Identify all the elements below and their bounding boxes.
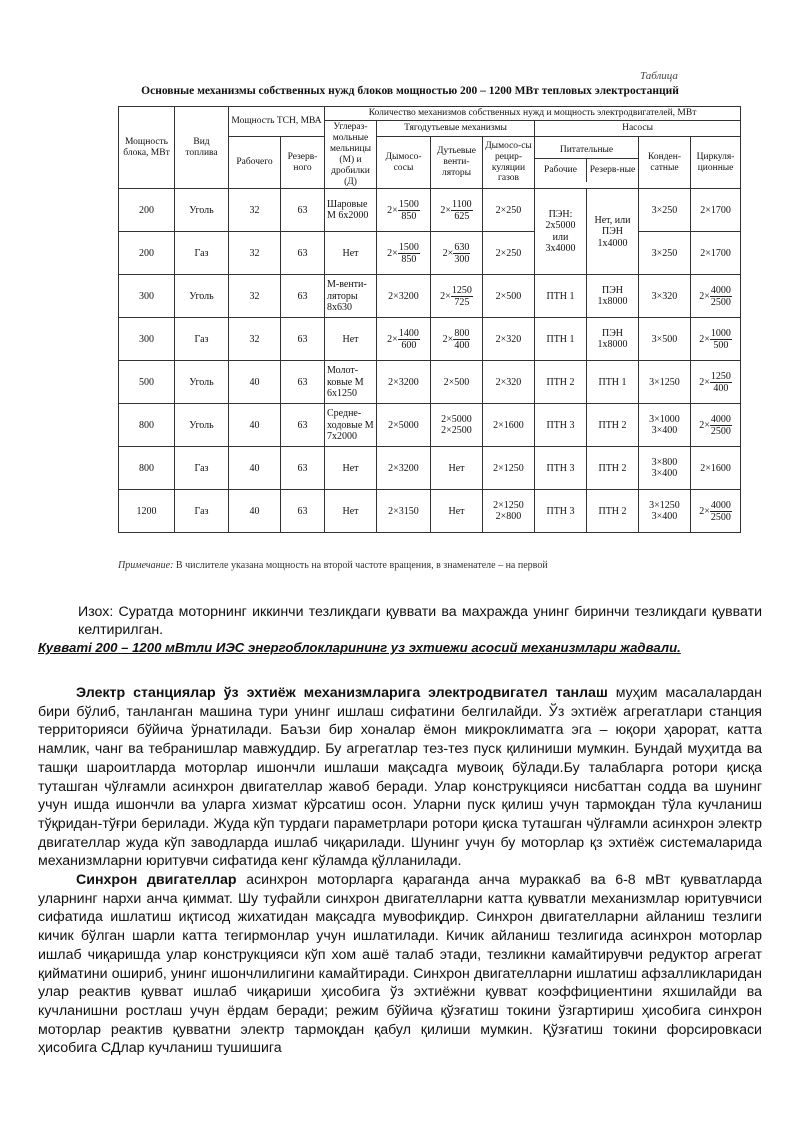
table-row <box>119 275 741 318</box>
cell-mill: Нет <box>325 232 377 275</box>
cell-smoke: 2× $\frac{1500}{850}$ <box>377 232 431 275</box>
cell-circ: 2× $\frac{4000}{2500}$ <box>691 404 741 447</box>
header-feed-reserve: Резерв-ные <box>589 165 636 176</box>
cell-fuel: Уголь <box>175 361 229 404</box>
paragraph-heading: Электр станциялар ўз эхтиёж механизмларига электродвигател танлаш <box>76 685 608 701</box>
cell-fuel: Уголь <box>175 404 229 447</box>
table-note <box>118 560 548 571</box>
cell-cond: 3×500 <box>639 318 691 361</box>
cell-fuel: Уголь <box>175 189 229 232</box>
cell-fuel: Газ <box>175 490 229 533</box>
header-tsn-reserve: Резерв-ного <box>281 136 325 189</box>
paragraph <box>38 871 762 1058</box>
cell-circ: 2× $\frac{1000}{500}$ <box>691 318 741 361</box>
table-row <box>119 490 741 533</box>
header-feed-label: Питательные <box>535 143 638 159</box>
cell-feed-work: ПТН 3 <box>535 404 587 447</box>
cell-tsn-reserve: 63 <box>281 361 325 404</box>
cell-mill: Шаровые М 6х2000 <box>325 189 377 232</box>
cell-feed-reserve: ПТН 2 <box>587 447 639 490</box>
table-row <box>119 404 741 447</box>
cell-fan: 2× $\frac{1250}{725}$ <box>431 275 483 318</box>
cell-power: 500 <box>119 361 175 404</box>
cell-feed-work: ПТН 2 <box>535 361 587 404</box>
cell-recirc: 2×500 <box>483 275 535 318</box>
cell-recirc: 2×250 <box>483 189 535 232</box>
cell-smoke: 2×3200 <box>377 275 431 318</box>
cell-feed-reserve: ПТН 2 <box>587 490 639 533</box>
header-tsn: Мощность ТСН, МВА <box>229 107 325 137</box>
cell-fan: 2×5000 2×2500 <box>431 404 483 447</box>
header-circulation: Циркуля-ционные <box>691 136 741 189</box>
table-title: Основные механизмы собственных нужд блоков мощностью 200 – 1200 МВт тепловых электростанций <box>141 85 679 97</box>
paragraph-heading: Синхрон двигателлар <box>76 872 237 889</box>
cell-power: 200 <box>119 189 175 232</box>
header-fuel: Вид топлива <box>175 107 229 189</box>
table-row <box>119 361 741 404</box>
table-row <box>119 189 741 232</box>
cell-circ: 2×1700 <box>691 232 741 275</box>
cell-tsn-reserve: 63 <box>281 275 325 318</box>
cell-feed-work: ПТН 3 <box>535 490 587 533</box>
table-note-label: Примечание: <box>118 560 174 571</box>
cell-recirc: 2×320 <box>483 318 535 361</box>
cell-feed-reserve: ПЭН 1х8000 <box>587 275 639 318</box>
header-feed-work: Рабочие <box>535 159 587 182</box>
cell-feed-reserve: ПТН 1 <box>587 361 639 404</box>
cell-power: 800 <box>119 447 175 490</box>
cell-feed-work: ПТН 1 <box>535 275 587 318</box>
paragraph-text: асинхрон моторларга қараганда анча мураккаб ва 6-8 мВт қувватларда уларнинг нархи анча қиммат. Шу туфайли синхрон двигателларни катта қувватли механизмлар юритувчиси сифатида ишлатиш иқтисод жихатидан мақсадга мувофиқдир. Синхрон двигателларни айланиш тезлиги кичик бўлган шарли катта тегирмонлар учун ишлатилади. Кичик айланиш тезлигида асинхрон моторлар ишлаб чиқаришда улар конструкцияси кўп хом ашё талаб этади, тезликни камайтирувчи редуктор агрегат қийматини ошириб, унинг ишончлилигини камайтиради. Синхрон двигателларни ишлатиш афзалликларидан улар реактив қувват ишлаб чиқариши ҳисобига ўз эхтиёжни қувват коэффициентини яхшилайди ва кучланишни ростлаш учун ёрдам беради; режим бўйича қўзғатиш токини ўзгартириш ҳисобига синхрон моторлар реактив қувватни электр тармоқдан қабул қилиши мумкин. Қўзғатиш токини форсировкаси ҳисобига СДлар кучланиш тушишига <box>38 872 762 1057</box>
cell-mill: Средне-ходовые М 7х2000 <box>325 404 377 447</box>
cell-circ: 2× $\frac{4000}{2500}$ <box>691 490 741 533</box>
cell-feed-reserve: ПТН 2 <box>587 404 639 447</box>
cell-fan: 2×500 <box>431 361 483 404</box>
cell-circ: 2×1600 <box>691 447 741 490</box>
header-feed <box>535 136 639 189</box>
cell-smoke: 2×3200 <box>377 447 431 490</box>
cell-mill: М-венти-ляторы 8х630 <box>325 275 377 318</box>
cell-mill: Нет <box>325 447 377 490</box>
cell-tsn-reserve: 63 <box>281 318 325 361</box>
cell-circ: 2×1700 <box>691 189 741 232</box>
table-row <box>119 232 741 275</box>
cell-power: 200 <box>119 232 175 275</box>
cell-tsn-work: 40 <box>229 447 281 490</box>
table-row <box>119 447 741 490</box>
cell-recirc: 2×1250 <box>483 447 535 490</box>
cell-smoke: 2×5000 <box>377 404 431 447</box>
header-mechanisms: Количество механизмов собственных нужд и мощность электродвигателей, МВт <box>325 107 741 121</box>
cell-recirc: 2×320 <box>483 361 535 404</box>
cell-feed-reserve: ПЭН 1х8000 <box>587 318 639 361</box>
cell-fan: Нет <box>431 447 483 490</box>
cell-mill: Нет <box>325 318 377 361</box>
cell-tsn-reserve: 63 <box>281 490 325 533</box>
cell-fuel: Газ <box>175 232 229 275</box>
cell-smoke: 2× $\frac{1500}{850}$ <box>377 189 431 232</box>
caption-title: Кувватi 200 – 1200 мВтли ИЭС энергоблокларининг уз эхтиежи асосий механизмлари жадвали. <box>38 640 681 655</box>
table-label: Таблица <box>640 70 678 82</box>
cell-tsn-reserve: 63 <box>281 232 325 275</box>
cell-circ: 2× $\frac{4000}{2500}$ <box>691 275 741 318</box>
cell-tsn-work: 40 <box>229 490 281 533</box>
cell-smoke: 2× $\frac{1400}{600}$ <box>377 318 431 361</box>
cell-fan: 2× $\frac{1100}{625}$ <box>431 189 483 232</box>
cell-fan: 2× $\frac{630}{300}$ <box>431 232 483 275</box>
header-recirc: Дымосо-сы рецир-куляции газов <box>483 136 535 189</box>
cell-feed-work: ПЭН: 2х5000 или 3х4000 <box>535 189 587 275</box>
cell-cond: 3×1250 <box>639 361 691 404</box>
mechanisms-table <box>118 106 741 533</box>
cell-fan: 2× $\frac{800}{400}$ <box>431 318 483 361</box>
cell-power: 300 <box>119 318 175 361</box>
header-fans: Дутьевые венти-ляторы <box>431 136 483 189</box>
cell-fuel: Газ <box>175 318 229 361</box>
cell-recirc: 2×250 <box>483 232 535 275</box>
cell-fan: Нет <box>431 490 483 533</box>
header-condensate: Конден-сатные <box>639 136 691 189</box>
header-tsn-work: Рабочего <box>229 136 281 189</box>
cell-tsn-work: 32 <box>229 232 281 275</box>
header-pumps: Насосы <box>535 120 741 136</box>
cell-power: 300 <box>119 275 175 318</box>
cell-recirc: 2×1600 <box>483 404 535 447</box>
cell-power: 1200 <box>119 490 175 533</box>
cell-cond: 3×1250 3×400 <box>639 490 691 533</box>
cell-cond: 3×250 <box>639 232 691 275</box>
cell-tsn-reserve: 63 <box>281 447 325 490</box>
cell-mill: Нет <box>325 490 377 533</box>
cell-tsn-work: 40 <box>229 404 281 447</box>
cell-feed-reserve: Нет, или ПЭН 1х4000 <box>587 189 639 275</box>
cell-feed-work: ПТН 1 <box>535 318 587 361</box>
header-power: Мощность блока, МВт <box>119 107 175 189</box>
cell-tsn-reserve: 63 <box>281 404 325 447</box>
header-mills: Углераз-мольные мельницы (М) и дробилки (Д) <box>325 120 377 189</box>
cell-smoke: 2×3200 <box>377 361 431 404</box>
cell-tsn-reserve: 63 <box>281 189 325 232</box>
cell-cond: 3×800 3×400 <box>639 447 691 490</box>
cell-tsn-work: 32 <box>229 275 281 318</box>
table-note-text: В числителе указана мощность на второй частоте вращения, в знаменателе – на первой <box>175 560 548 571</box>
cell-recirc: 2×1250 2×800 <box>483 490 535 533</box>
header-smoke: Дымосо-сосы <box>377 136 431 189</box>
cell-tsn-work: 32 <box>229 189 281 232</box>
cell-fuel: Уголь <box>175 275 229 318</box>
paragraph <box>38 684 762 871</box>
cell-smoke: 2×3150 <box>377 490 431 533</box>
cell-feed-work: ПТН 3 <box>535 447 587 490</box>
table-row <box>119 318 741 361</box>
cell-tsn-work: 32 <box>229 318 281 361</box>
caption-block <box>38 603 762 657</box>
cell-power: 800 <box>119 404 175 447</box>
caption-text: Изох: Суратда моторнинг иккинчи тезликдаги қуввати ва махражда унинг биринчи тезликдаги қуввати келтирилган. <box>78 604 762 638</box>
cell-cond: 3×250 <box>639 189 691 232</box>
cell-cond: 3×320 <box>639 275 691 318</box>
cell-fuel: Газ <box>175 447 229 490</box>
cell-mill: Молот-ковые М 6х1250 <box>325 361 377 404</box>
header-draft: Тягодутьевые механизмы <box>377 120 535 136</box>
body-text <box>38 684 762 1058</box>
cell-tsn-work: 40 <box>229 361 281 404</box>
cell-cond: 3×1000 3×400 <box>639 404 691 447</box>
cell-circ: 2× $\frac{1250}{400}$ <box>691 361 741 404</box>
paragraph-text: муҳим масалалардан бири бўлиб, танланган машина тури унинг ишлаш сифатини белгилайди. Ўз эхтиёж агрегатлари станция территорияси бўйича ўрнатилади. Баъзи бир хоналар ёмон микроклиматга эга – юқори ҳарорат, катта намлик, чанг ва тебранишлар мавжуддир. Бу агрегатлар тез-тез пуск қилиниши мумкин. Бундай муҳитда ва ташқи шароитларда моторлар ишончли ишлаши мақсадга мувоиқ бўлади.Бу талабларга ротори қисқа туташган чўлғамли асинхрон двигателлар жавоб беради. Улар конструкцияси нисбаттан содда ва шунинг учун ишда ишончли ва уларга хизмат кўрсатиш осон. Уларни пуск қилиш учун тармоқдан тўла кучланиш тўқридан-тўғри берилади. Жуда кўп турдаги параметрлари ротори қиска туташган чўлғамли асинхрон электр двигателлар жуда кўп заводларда ишлаб чиқарилади. Шунинг учун бу моторлар қз эхтиёж системаларида механизмларни юритувчи сифатида кенг кўламда қўлланилади. <box>38 685 762 870</box>
